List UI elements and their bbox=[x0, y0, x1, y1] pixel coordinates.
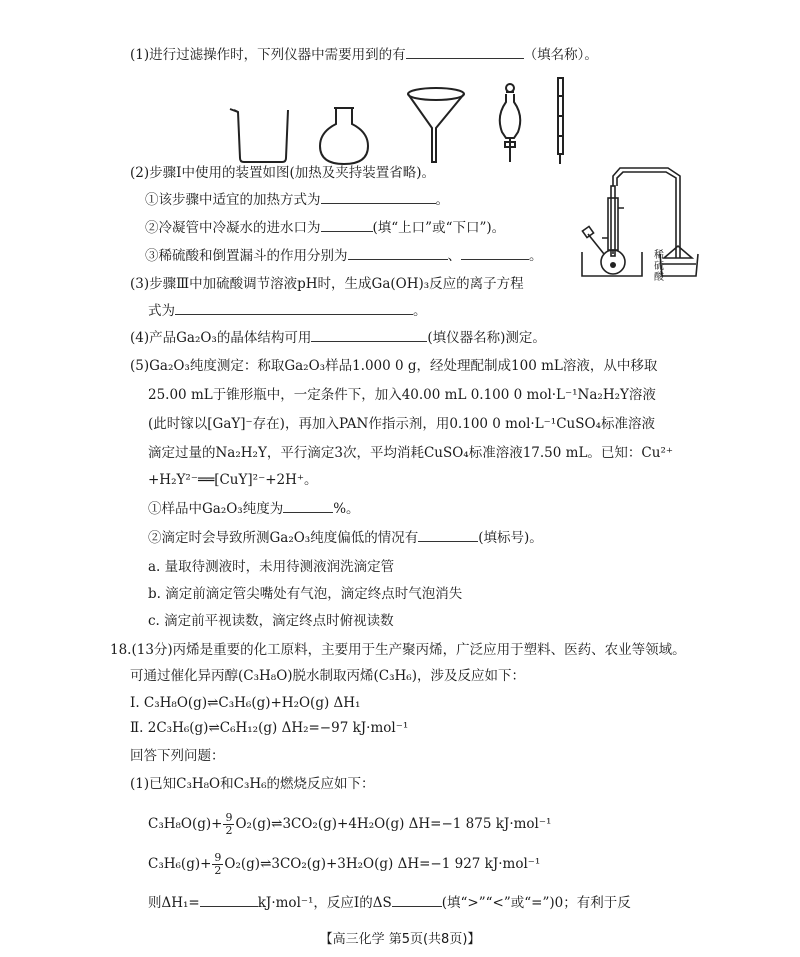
q18-reaction-1: Ⅰ. C₃H₈O(g)⇌C₃H₆(g)+H₂O(g) ΔH₁ bbox=[130, 695, 361, 711]
ds-tail: (填“>”“<”或“=”)0；有利于反 bbox=[441, 895, 631, 911]
q5-s2-tail: (填标号)。 bbox=[478, 530, 543, 546]
dh1-blank[interactable] bbox=[200, 894, 258, 907]
beaker-icon bbox=[230, 109, 288, 162]
fraction-numerator: 9 bbox=[214, 851, 222, 864]
q5-s2-text: ②滴定时会导致所测Ga₂O₃纯度偏低的情况有 bbox=[148, 530, 419, 546]
q18-reaction-2: Ⅱ. 2C₃H₆(g)⇌C₆H₁₂(g) ΔH₂=−97 kJ·mol⁻¹ bbox=[130, 720, 409, 736]
fraction-numerator: 9 bbox=[225, 811, 233, 824]
ds-text: kJ·mol⁻¹，反应Ⅰ的ΔS bbox=[257, 895, 392, 911]
combustion-eq-1-right: O₂(g)⇌3CO₂(g)+4H₂O(g) ΔH=−1 875 kJ·mol⁻¹ bbox=[235, 816, 552, 832]
fraction-denominator: 2 bbox=[225, 824, 233, 837]
q1-line bbox=[130, 45, 598, 65]
q18-part1-question bbox=[148, 893, 631, 913]
q5-line3: (此时镓以[GaY]⁻存在)，再加入PAN作指示剂，用0.100 0 mol·L⁻¹CuSO₄标准溶液 bbox=[148, 416, 655, 432]
q18-line2: 可通过催化异丙醇(C₃H₈O)脱水制取丙烯(C₃H₆)，涉及反应如下： bbox=[130, 668, 525, 684]
flask-icon bbox=[320, 108, 368, 164]
q5-s1-text: ①样品中Ga₂O₃纯度为 bbox=[148, 501, 284, 517]
q2-a-text: ①该步骤中适宜的加热方式为 bbox=[145, 192, 321, 208]
q5-s2-blank[interactable] bbox=[418, 529, 478, 542]
q3-end: 。 bbox=[413, 303, 427, 319]
q3-blank[interactable] bbox=[175, 302, 413, 315]
q5-s1-blank[interactable] bbox=[283, 500, 333, 513]
q2-intro: (2)步骤Ⅰ中使用的装置如图(加热及夹持装置省略)。 bbox=[130, 165, 435, 181]
ds-blank[interactable] bbox=[392, 894, 442, 907]
q2-a bbox=[145, 190, 449, 210]
q2-a-blank[interactable] bbox=[321, 191, 436, 204]
q5-option-a: a. 量取待测液时，未用待测液润洗滴定管 bbox=[148, 559, 395, 575]
q3-line2-text: 式为 bbox=[148, 303, 175, 319]
lab-instruments-figure bbox=[220, 76, 600, 166]
q5-s1-tail: %。 bbox=[333, 501, 360, 517]
q4-text: (4)产品Ga₂O₃的晶体结构可用 bbox=[130, 330, 312, 346]
q4-line bbox=[130, 328, 546, 348]
combustion-eq-1-fraction bbox=[223, 812, 234, 837]
q4-blank[interactable] bbox=[311, 329, 427, 342]
q5-option-c: c. 滴定前平视读数，滴定终点时俯视读数 bbox=[148, 613, 394, 629]
q3-line2 bbox=[148, 301, 427, 321]
q5-line2: 25.00 mL于锥形瓶中，一定条件下，加入40.00 mL 0.100 0 mol·L⁻¹Na₂H₂Y溶液 bbox=[148, 387, 656, 403]
q2-c-blank-2[interactable] bbox=[461, 247, 529, 260]
q5-line4: 滴定过量的Na₂H₂Y，平行滴定3次，平均消耗CuSO₄标准溶液17.50 mL。已知：Cu²⁺ bbox=[148, 445, 673, 461]
combustion-eq-1 bbox=[148, 810, 551, 838]
q5-s1 bbox=[148, 499, 360, 519]
q2-c-text: ③稀硫酸和倒置漏斗的作用分别为 bbox=[145, 248, 348, 264]
page-footer: 【高三化学 第5页(共8页)】 bbox=[319, 932, 481, 947]
q2-c-blank-1[interactable] bbox=[348, 247, 448, 260]
combustion-eq-2 bbox=[148, 850, 540, 878]
q1-text: (1)进行过滤操作时，下列仪器中需要用到的有 bbox=[130, 47, 406, 63]
q2-c-sep: 、 bbox=[447, 248, 461, 264]
q5-option-b: b. 滴定前滴定管尖嘴处有气泡，滴定终点时气泡消失 bbox=[148, 586, 463, 602]
distillation-apparatus-figure bbox=[568, 158, 708, 278]
combustion-eq-2-fraction bbox=[212, 852, 223, 877]
q5-line5: +H₂Y²⁻══[CuY]²⁻+2H⁺。 bbox=[148, 472, 318, 488]
q2-b-tail: (填“上口”或“下口”)。 bbox=[372, 220, 506, 236]
q18-answer-prompt: 回答下列问题： bbox=[130, 748, 225, 764]
q2-c-end: 。 bbox=[529, 248, 543, 264]
q5-s2 bbox=[148, 528, 543, 548]
q18-line1: 18.(13分)丙烯是重要的化工原料，主要用于生产聚丙烯，广泛应用于塑料、医药、农业等领域。 bbox=[110, 642, 686, 658]
q3-line1: (3)步骤Ⅲ中加硫酸调节溶液pH时，生成Ga(OH)₃反应的离子方程 bbox=[130, 276, 524, 292]
q4-tail: (填仪器名称)测定。 bbox=[427, 330, 546, 346]
q18-part1: (1)已知C₃H₈O和C₃H₆的燃烧反应如下： bbox=[130, 776, 375, 792]
funnel-icon bbox=[408, 88, 464, 162]
q5-line1: (5)Ga₂O₃纯度测定：称取Ga₂O₃样品1.000 0 g，经处理配制成100 mL溶液，从中移取 bbox=[130, 358, 658, 374]
q2-c bbox=[145, 246, 543, 266]
q2-b-text: ②冷凝管中冷凝水的进水口为 bbox=[145, 220, 321, 236]
q1-tail: （填名称）。 bbox=[523, 47, 598, 63]
fraction-denominator: 2 bbox=[214, 864, 222, 877]
combustion-eq-2-left: C₃H₆(g)+ bbox=[148, 856, 212, 872]
dilute-sulfuric-acid-label: 稀硫酸 bbox=[654, 250, 664, 283]
q2-b bbox=[145, 218, 505, 238]
q2-a-end: 。 bbox=[435, 192, 449, 208]
pipette-icon bbox=[558, 78, 563, 164]
combustion-eq-2-right: O₂(g)⇌3CO₂(g)+3H₂O(g) ΔH=−1 927 kJ·mol⁻¹ bbox=[224, 856, 541, 872]
q1-answer-blank[interactable] bbox=[406, 46, 524, 59]
q2-b-blank[interactable] bbox=[321, 219, 373, 232]
dh1-text: 则ΔH₁= bbox=[148, 895, 200, 911]
separatory-funnel-icon bbox=[500, 84, 521, 162]
combustion-eq-1-left: C₃H₈O(g)+ bbox=[148, 816, 223, 832]
